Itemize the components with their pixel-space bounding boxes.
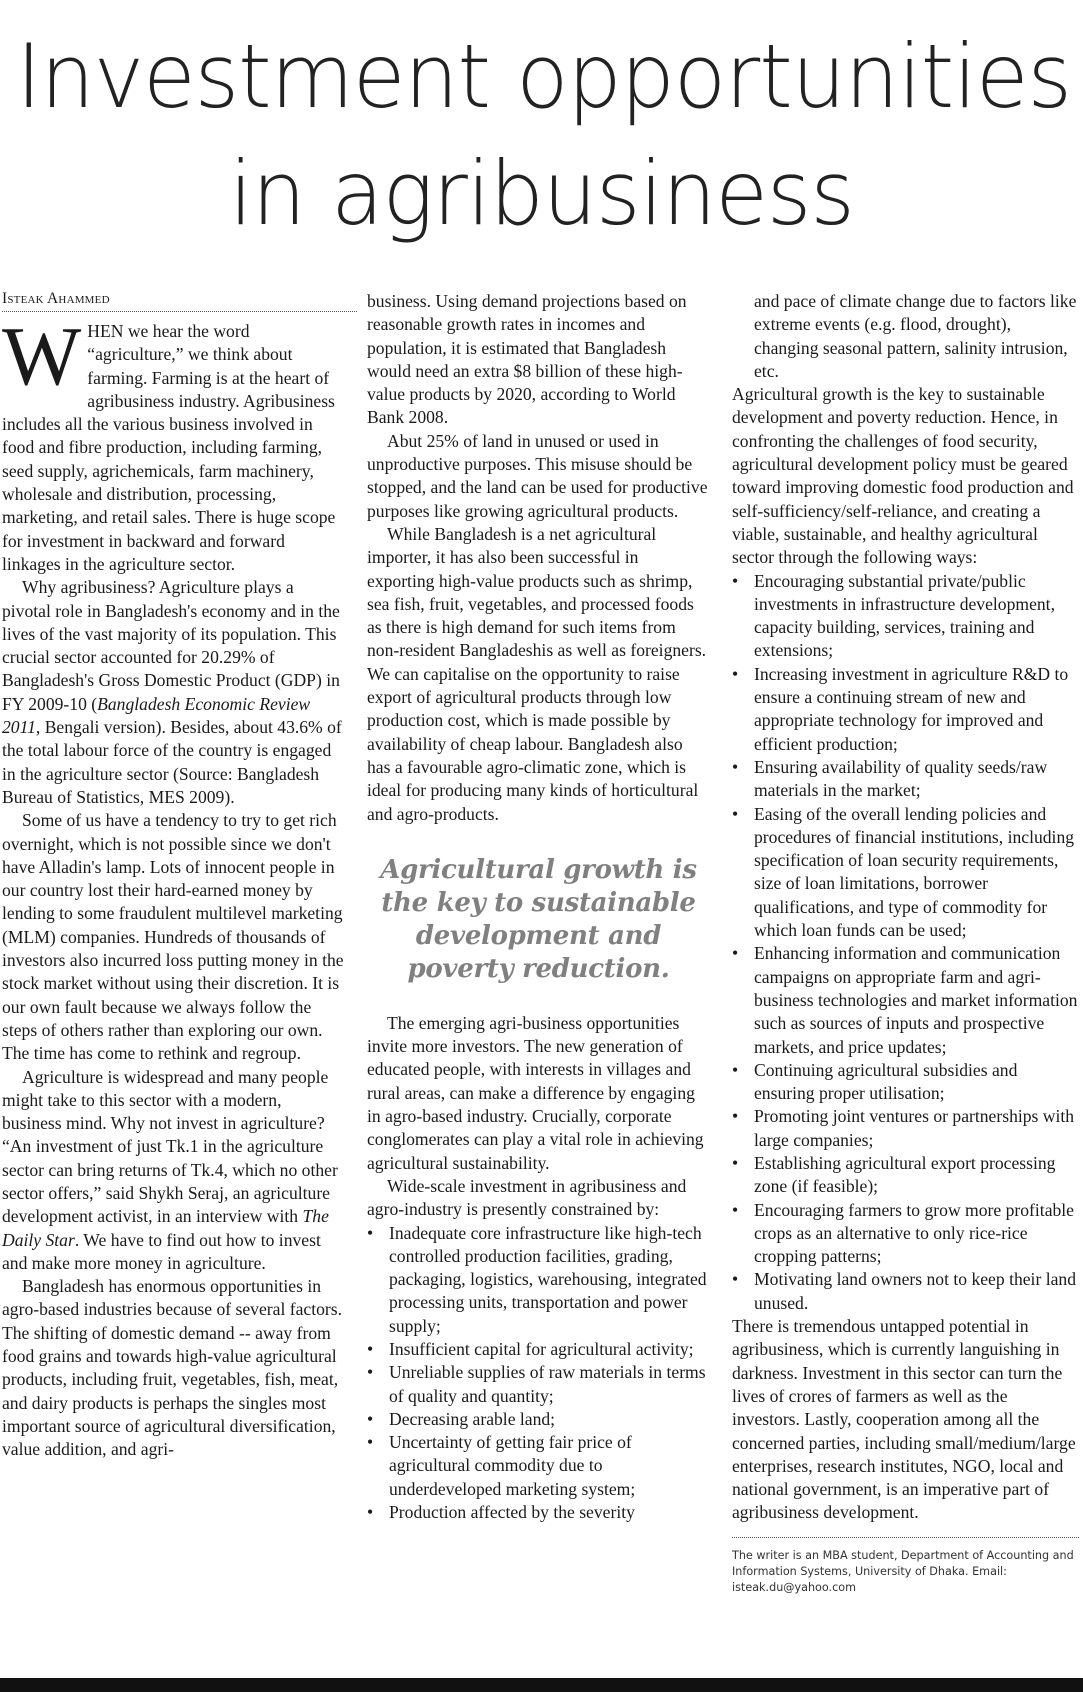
list-item: • Motivating land owners not to keep their land unused. [754, 1268, 1079, 1315]
italic-citation: The Daily Star [2, 1206, 329, 1250]
list-item: • Decreasing arable land; [389, 1408, 710, 1431]
paragraph: Some of us have a tendency to try to get rich overnight, which is not possible since we don't have Alladin's lamp. Lots of innocent people in our country lost their hard-earned money by lending to some fraudulent multilevel marketing (MLM) companies. Hundreds of thousands of investors also incurred loss putting money in the stock market without using their discretion. It is our own fault because we always follow the steps of others rather than exploring our own. The time has come to rethink and regroup. [2, 810, 344, 1064]
list-item: • Inadequate core infrastructure like high-tech controlled production facilities, grading, packaging, logistics, warehousing, integrated processing units, transportation and power supply; [389, 1222, 710, 1338]
list-item: • Encouraging substantial private/public investments in infrastructure development, capacity building, services, training and extensions; [754, 570, 1079, 663]
list-item: • Continuing agricultural subsidies and ensuring proper utilisation; [754, 1059, 1079, 1106]
paragraph: Agricultural growth is the key to sustainable development and poverty reduction. Hence, in confronting the challenges of food security, agricultural development policy must be geared toward improving domestic food production and self-sufficiency/self-reliance, and creating a viable, sustainable, and healthy agricultural sector through the following ways: [732, 384, 1074, 568]
paragraph: business. Using demand projections based on reasonable growth rates in incomes and population, it is estimated that Bangladesh would need an extra $8 billion of these high-value products by 2020, according to World Bank 2008. [367, 291, 687, 428]
paragraph: Wide-scale investment in agribusiness and agro-industry is presently constrained by: [367, 1175, 687, 1220]
italic-citation: Bangladesh Economic Review 2011 [2, 693, 311, 738]
paragraph: The emerging agri-business opportunities invite more investors. The new generation of educated people, with interests in villages and rural areas, can make a difference by engaging in agro-based industry. Crucially, corporate conglomerates can play a vital role in achieving agricultural sustainability. [367, 1012, 704, 1173]
recommendations-list [732, 570, 1079, 1316]
list-item: • Increasing investment in agriculture R&D to ensure a continuing stream of new and appropriate technology for improved and efficient production; [754, 663, 1079, 756]
bottom-bar [0, 1678, 1083, 1692]
list-item: • Unreliable supplies of raw materials in terms of quality and quantity; [389, 1361, 710, 1408]
paragraph: While Bangladesh is a net agricultural importer, it has also been successful in exporting high-value products such as shrimp, sea fish, fruit, vegetables, and processed foods as there is high demand for such items from non-resident Bangladeshis as well as foreigners. We can capitalise on the opportunity to raise export of agricultural products through low production cost, which is made possible by availability of cheap labour. Bangladesh also has a favourable agro-climatic zone, which is ideal for producing many kinds of horticultural and agro-products. [367, 523, 707, 824]
pull-quote: Agricultural growth is the key to sustainable development and poverty reduction. [380, 854, 697, 984]
column-2 [367, 290, 710, 1524]
author-note: The writer is an MBA student, Department of Accounting and Information Systems, University of Dhaka. Email: isteak.du@yahoo.com [732, 1548, 1074, 1594]
paragraph: Abut 25% of land in unused or used in unproductive purposes. This misuse should be stopped, and the land can be used for productive purposes like growing agricultural products. [367, 430, 708, 521]
intro-text: HEN we hear the word “agriculture,” we think about farming. Farming is at the heart of agribusiness industry. Agribusiness includes all the various business involved in food and fibre production, including farming, seed supply, agrichemicals, farm machinery, wholesale and distribution, processing, marketing, and retail sales. There is huge scope for investment in backward and forward linkages in the agriculture sector. [2, 321, 336, 574]
headline-line-2: in agribusiness [229, 142, 854, 245]
divider [732, 1537, 1079, 1538]
column-1 [2, 310, 345, 1462]
paragraph: Why agribusiness? Agriculture plays a pivotal role in Bangladesh's economy and in the lives of the vast majority of its population. This crucial sector accounted for 20.29% of Bangladesh's Gross Domestic Product (GDP) in FY 2009-10 (Bangladesh Economic Review 2011, Bengali version). Besides, about 43.6% of the total labour force of the country is engaged in the agriculture sector (Source: Bangladesh Bureau of Statistics, MES 2009). [2, 577, 342, 807]
list-item: • Uncertainty of getting fair price of agricultural commodity due to underdeveloped marketing system; [389, 1431, 710, 1501]
headline-line-1: Investment opportunities [16, 25, 1072, 128]
list-item: • Easing of the overall lending policies and procedures of financial institutions, including specification of loan security requirements, size of loan limitations, borrower qualifications, and type of commodity for which loan funds can be used; [754, 803, 1079, 943]
list-item: • Ensuring availability of quality seeds/raw materials in the market; [754, 756, 1079, 803]
paragraph: There is tremendous untapped potential in agribusiness, which is currently languishing in darkness. Investment in this sector can turn the lives of crores of farmers as well as the investors. Lastly, cooperation among all the concerned parties, including small/medium/large enterprises, research institutes, NGO, local and national government, is an imperative part of agribusiness development. [732, 1316, 1076, 1523]
list-item: • Insufficient capital for agricultural activity; [389, 1338, 710, 1361]
paragraph: Agriculture is widespread and many people might take to this sector with a modern, business mind. Why not invest in agriculture? “An investment of just Tk.1 in the agriculture sector can bring returns of Tk.4, which no other sector offers,” said Shykh Seraj, an agriculture development activist, in an interview with The Daily Star. We have to find out how to invest and make more money in agriculture. [2, 1066, 338, 1273]
list-item: • Establishing agricultural export processing zone (if feasible); [754, 1152, 1079, 1199]
constraints-list [367, 1222, 710, 1525]
column-3 [732, 290, 1079, 1596]
list-item: • Encouraging farmers to grow more profitable crops as an alternative to only rice-rice cropping patterns; [754, 1199, 1079, 1269]
list-item: • Promoting joint ventures or partnerships with large companies; [754, 1105, 1079, 1152]
list-item: • Enhancing information and communication campaigns on appropriate farm and agri-business technologies and market information such as sources of inputs and prospective markets, and price updates; [754, 942, 1079, 1058]
list-continuation: and pace of climate change due to factors like extreme events (e.g. flood, drought), changing seasonal pattern, salinity intrusion, etc. [754, 291, 1077, 381]
byline: Isteak Ahammed [2, 290, 357, 312]
list-item: • Production affected by the severity [389, 1501, 710, 1524]
intro-paragraph [2, 310, 345, 576]
paragraph: Bangladesh has enormous opportunities in agro-based industries because of several factors. The shifting of domestic demand -- away from food grains and towards high-value agricultural products, including fruit, vegetables, fish, meat, and dairy products is perhaps the singles most important source of agricultural diversification, value addition, and agri- [2, 1276, 343, 1460]
drop-cap: W [2, 310, 82, 403]
article-headline [16, 18, 1072, 252]
